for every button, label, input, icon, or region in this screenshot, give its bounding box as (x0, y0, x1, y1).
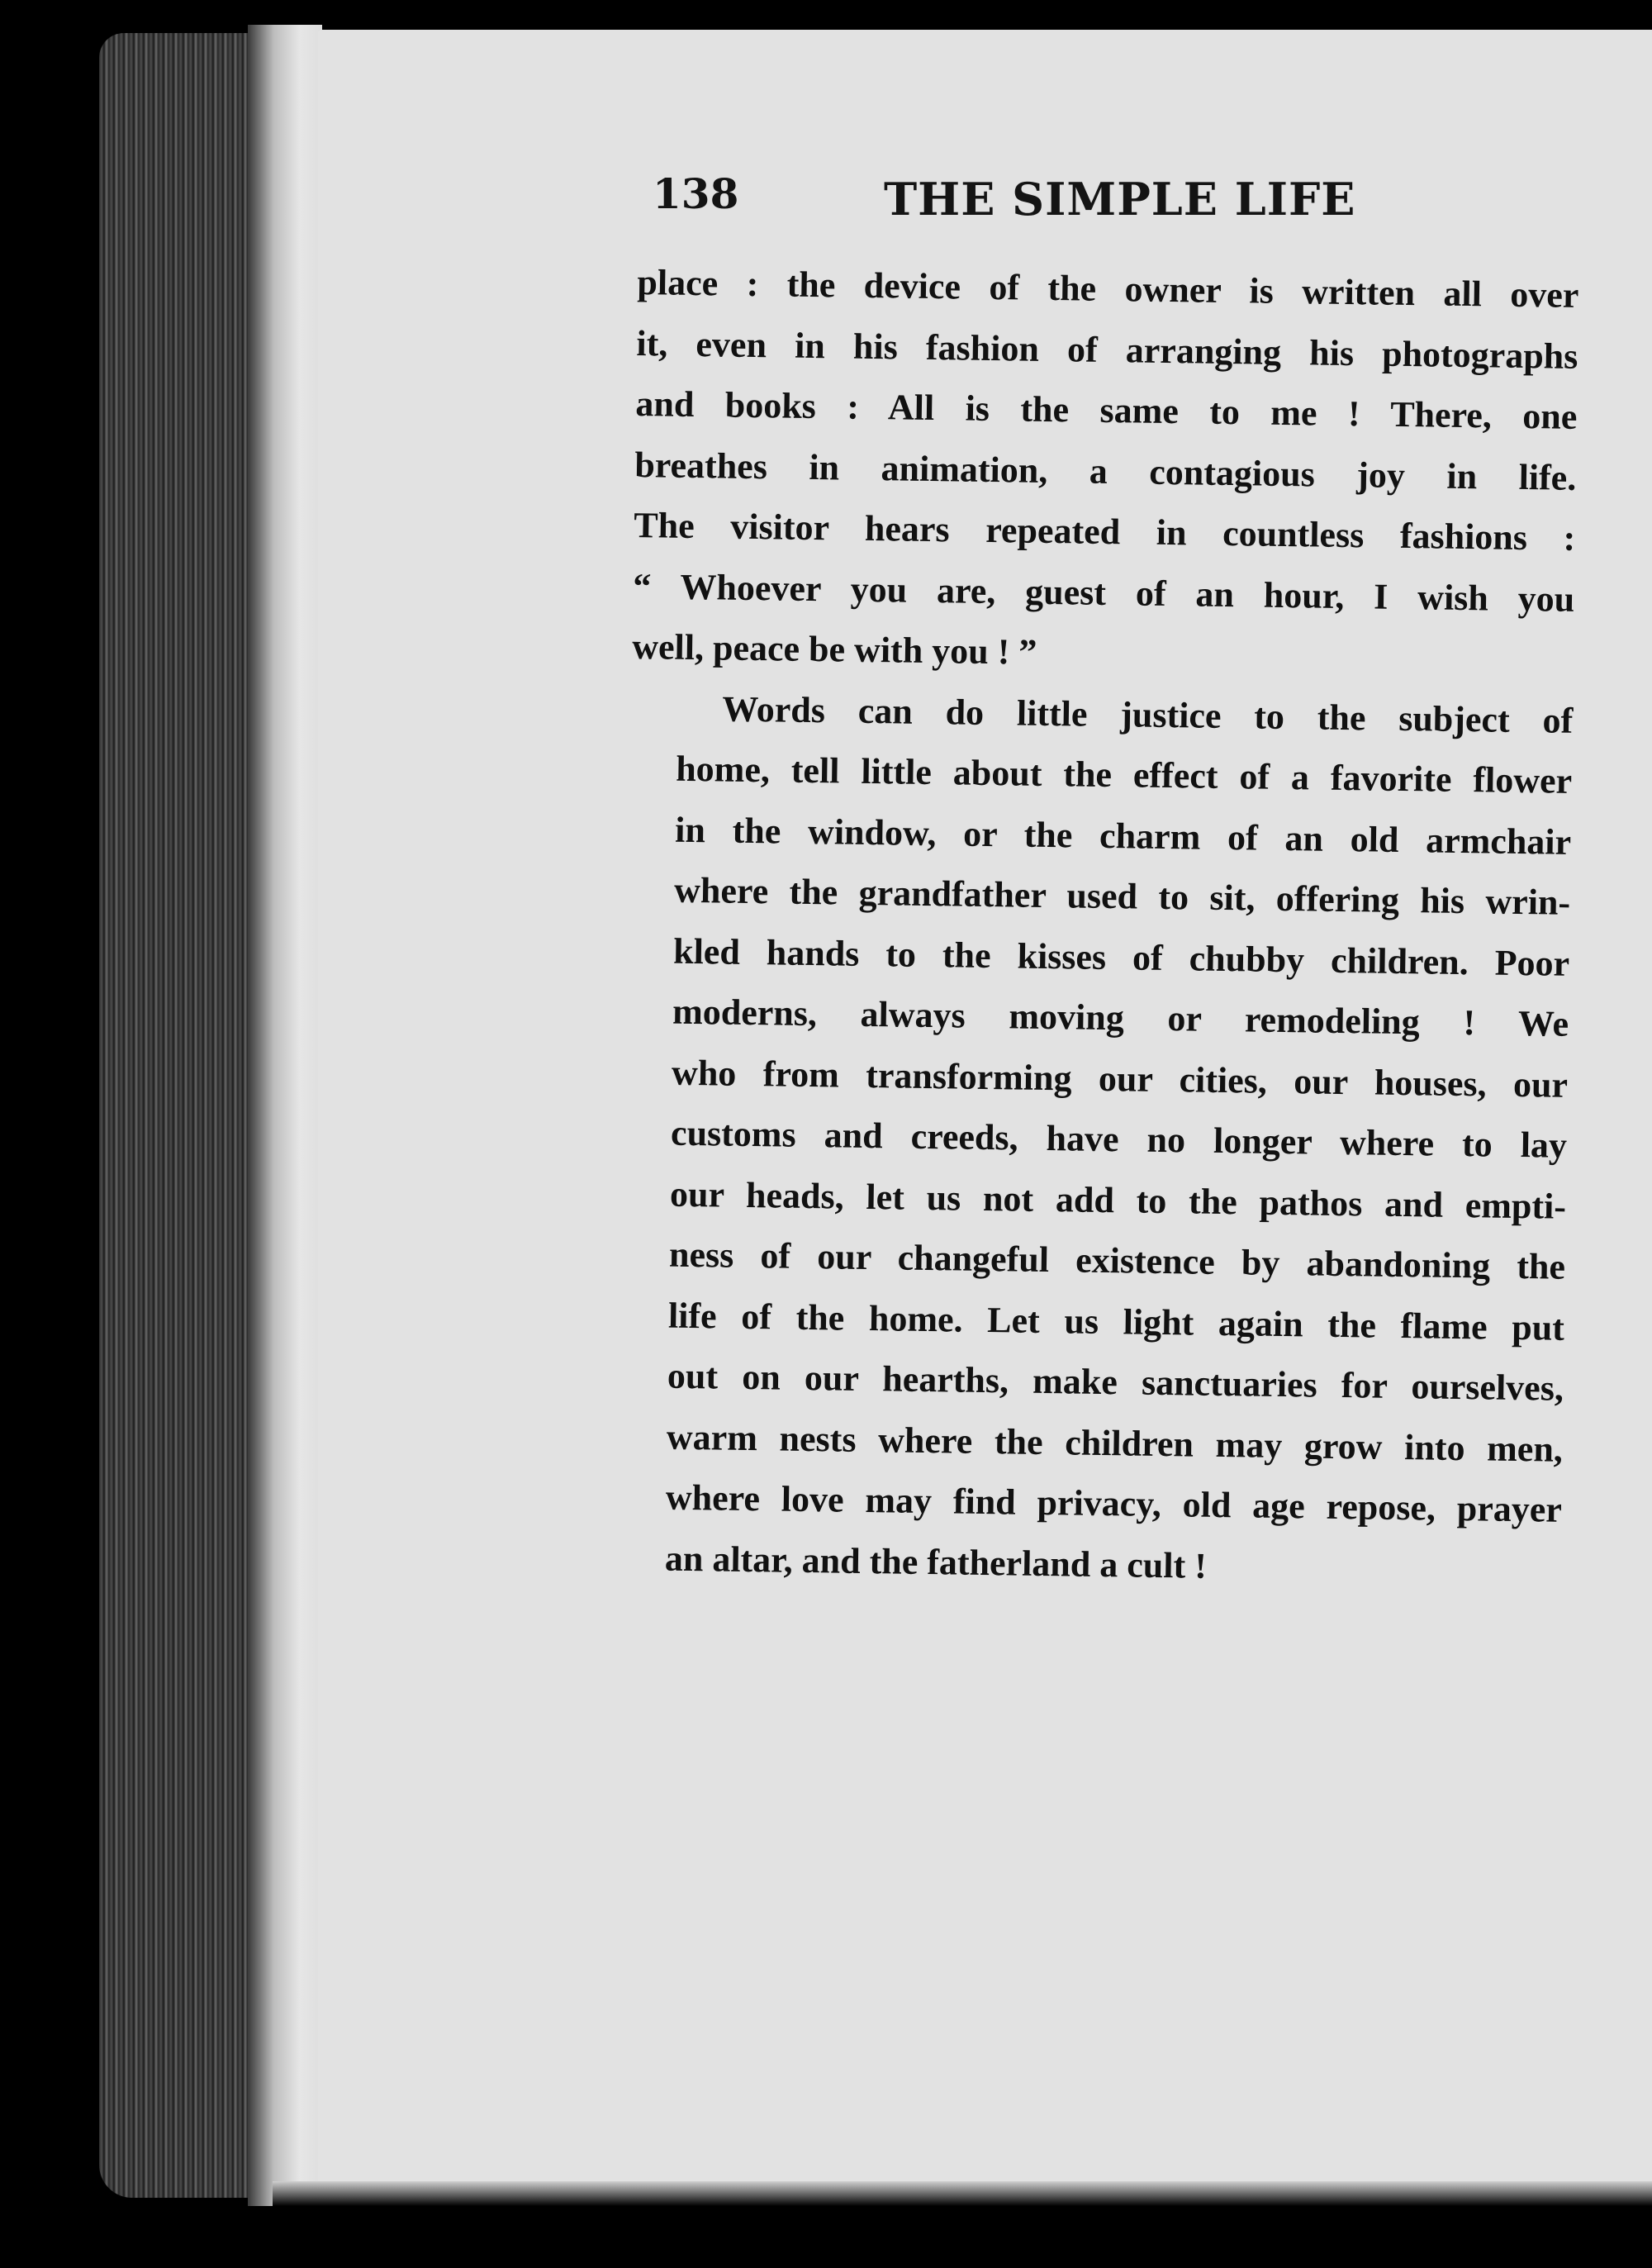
library-stamp (124, 711, 256, 1818)
text-line: out on our hearths, make sanctuaries for ourselves, (667, 1355, 1564, 1409)
text-line: well, peace be with you ! ” (631, 625, 1037, 673)
page-gutter (248, 25, 322, 2206)
text-line: where the grandfather used to sit, offering his wrin- (673, 869, 1571, 923)
paragraph (632, 252, 1579, 690)
text-line: and books : All is the same to me ! There, one (635, 383, 1578, 437)
body-text (619, 252, 1578, 1601)
text-line: The visitor hears repeated in countless fashions : (634, 504, 1576, 559)
page-number: 138 (653, 169, 739, 218)
text-line: where love may find privacy, old age repose, prayer (665, 1476, 1563, 1530)
text-line: Words can do little justice to the subject of (721, 687, 1574, 741)
text-line: home, tell little about the effect of a favorite flower (675, 748, 1573, 801)
text-line: breathes in animation, a contagious joy in life. (634, 444, 1577, 498)
text-line: an altar, and the fatherland a cult ! (664, 1538, 1208, 1586)
text-line: moderns, always moving or remodeling ! We (672, 991, 1569, 1044)
text-line: life of the home. Let us light again the flame put (667, 1295, 1565, 1348)
page-bottom-edge (273, 2181, 1652, 2206)
text-line: our heads, let us not add to the pathos and empti- (669, 1173, 1567, 1227)
text-line: ness of our changeful existence by abandoning the (668, 1234, 1566, 1287)
text-line: it, even in his fashion of arranging his photographs (636, 322, 1578, 377)
text-line: who from transforming our cities, our houses, our (671, 1052, 1569, 1105)
running-title: THE SIMPLE LIFE (884, 173, 1356, 226)
text-line: warm nests where the children may grow into men, (666, 1416, 1564, 1470)
running-head (653, 169, 1602, 244)
text-line: kled hands to the kisses of chubby children. Poor (672, 930, 1570, 984)
text-line: customs and creeds, have no longer where to lay (670, 1112, 1568, 1166)
paragraph (619, 677, 1573, 1600)
text-line: place : the device of the owner is written all over (637, 261, 1579, 316)
text-line: “ Whoever you are, guest of an hour, I wish you (633, 565, 1575, 620)
text-line: in the window, or the charm of an old armchair (674, 809, 1572, 863)
